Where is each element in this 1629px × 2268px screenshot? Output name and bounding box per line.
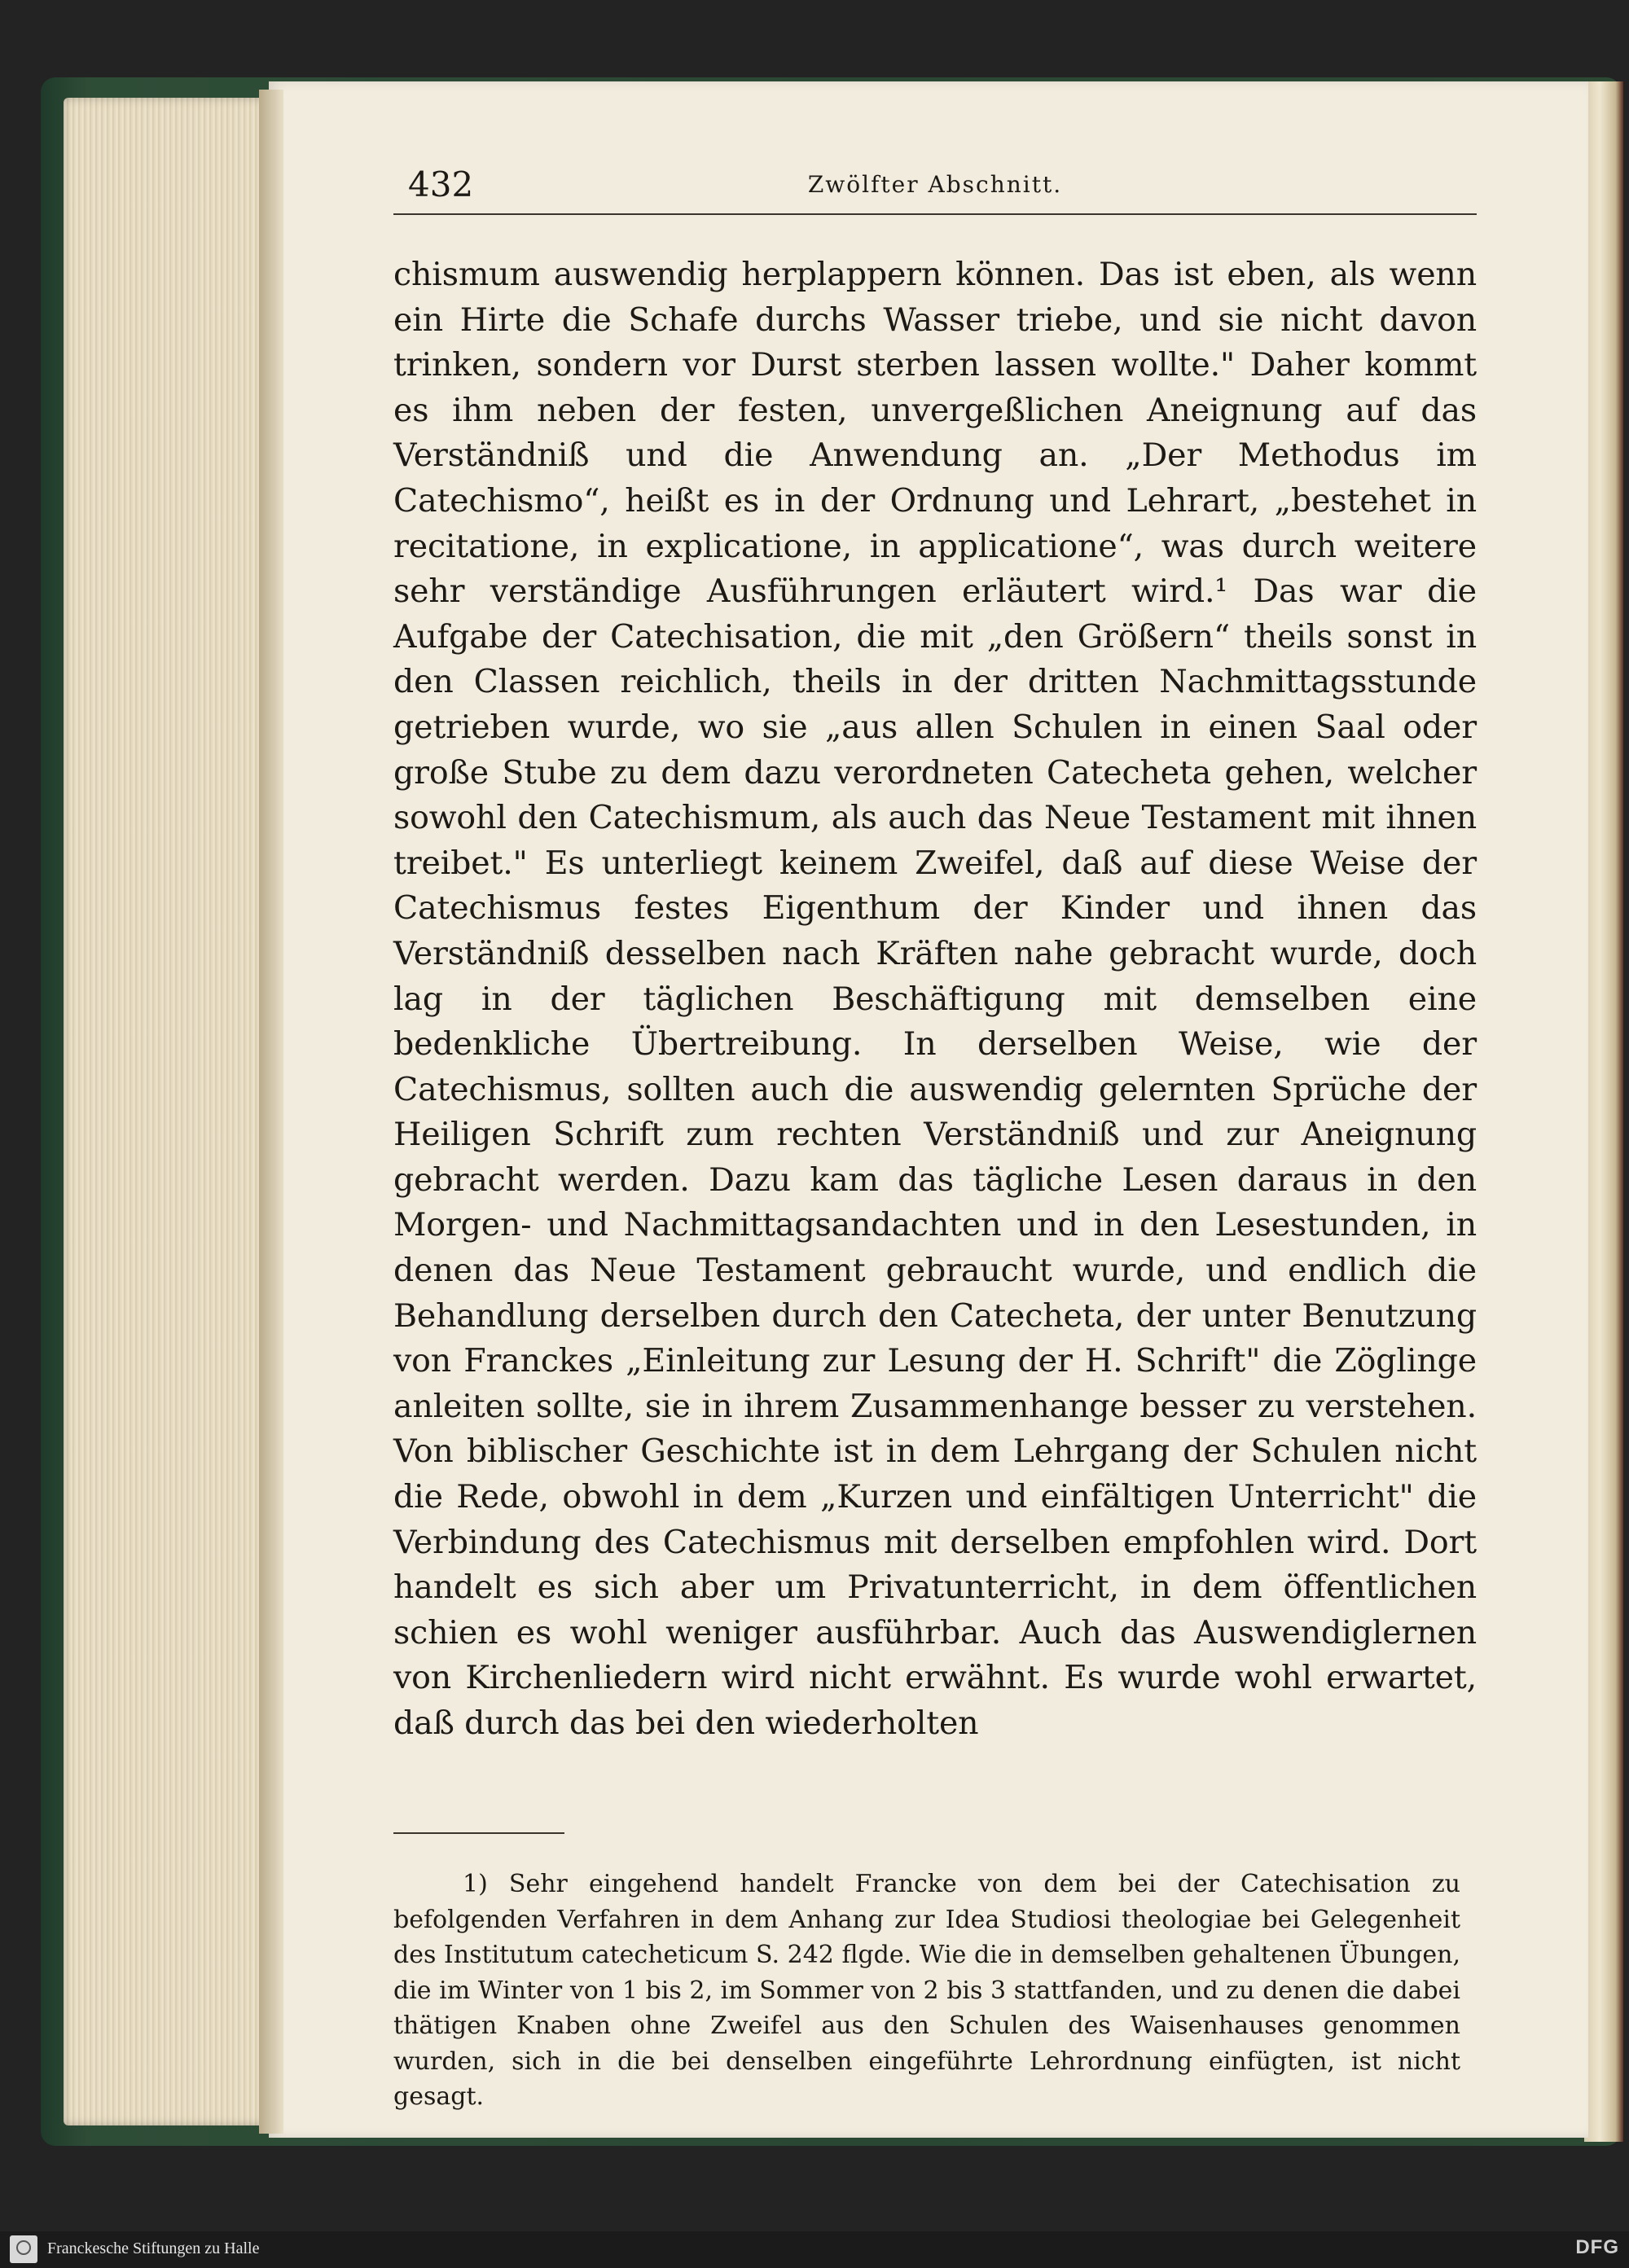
institution-name[interactable]: Franckesche Stiftungen zu Halle <box>47 2239 260 2257</box>
logo-emblem <box>16 2240 31 2255</box>
running-head <box>393 163 1477 215</box>
footnote-rule <box>393 1832 564 1834</box>
chapter-title: Zwölfter Abschnitt. <box>807 171 1063 198</box>
franckesche-stiftungen-logo-icon <box>10 2235 37 2263</box>
viewer-footer-bar <box>0 2231 1629 2268</box>
dfg-logo[interactable]: DFG <box>1575 2236 1619 2258</box>
page-number: 432 <box>408 165 474 204</box>
body-text: chismum auswendig herplappern können. Das ist eben, als wenn ein Hirte die Schafe durchs Wasser triebe, und sie nicht davon trinken, sondern vor Durst sterben lassen wollte." Daher kommt es ihm neben der festen, unvergeßlichen Aneignung auf das Verständniß und die Anwendung an. „Der Methodus im Catechismo“, heißt es in der Ordnung und Lehrart, „bestehet in recitatione, in explicatione, in applicatione“, was durch weitere sehr verständige Ausführungen erläutert wird.¹ Das war die Aufgabe der Catechisation, die mit „den Größern“ theils sonst in den Classen reichlich, theils in der dritten Nachmittagsstunde getrieben wurde, wo sie „aus allen Schulen in einen Saal oder große Stube zu dem dazu verordneten Catecheta gehen, welcher sowohl den Catechismum, als auch das Neue Testament mit ihnen treibet." Es unterliegt keinem Zweifel, daß auf diese Weise der Catechismus festes Eigenthum der Kinder und ihnen das Verständniß desselben nach Kräften nahe gebracht wurde, doch lag in der täglichen Beschäftigung mit demselben eine bedenkliche Übertreibung. In derselben Weise, wie der Catechismus, sollten auch die auswendig gelernten Sprüche der Heiligen Schrift zum rechten Verständniß und zur Aneignung gebracht werden. Dazu kam das tägliche Lesen daraus in den Morgen- und Nachmittagsandachten und in den Lesestunden, in denen das Neue Testament gebraucht wurde, und endlich die Behandlung derselben durch den Catecheta, der unter Benutzung von Franckes „Einleitung zur Lesung der H. Schrift" die Zöglinge anleiten sollte, sie in ihrem Zusammenhange besser zu verstehen. Von biblischer Geschichte ist in dem Lehrgang der Schulen nicht die Rede, obwohl in dem „Kurzen und einfältigen Unterricht" die Verbindung des Catechismus mit derselben empfohlen wird. Dort handelt es sich aber um Privatunterricht, in dem öffentlichen schien es wohl weniger ausführbar. Auch das Auswendiglernen von Kirchenliedern wird nicht erwähnt. Es wurde wohl erwartet, daß durch das bei den wiederholten <box>393 256 1477 1742</box>
page-block-edges <box>64 98 267 2125</box>
next-page-edge <box>1584 81 1623 2142</box>
footnote: 1) Sehr eingehend handelt Francke von dem bei der Catechisation zu befolgenden Verfahren in dem Anhang zur Idea Studiosi theologiae bei Gelegenheit des Institutum catecheticum S. 242 flgde. Wie die in demselben gehaltenen Übungen, die im Winter von 1 bis 2, im Sommer von 2 bis 3 stattfanden, und zu denen die dabei thätigen Knaben ohne Zweifel aus den Schulen des Waisenhauses genommen wurden, sich in die bei denselben eingeführte Lehrordnung einfügten, ist nicht gesagt. <box>393 1870 1460 2111</box>
page-gutter <box>259 90 283 2134</box>
